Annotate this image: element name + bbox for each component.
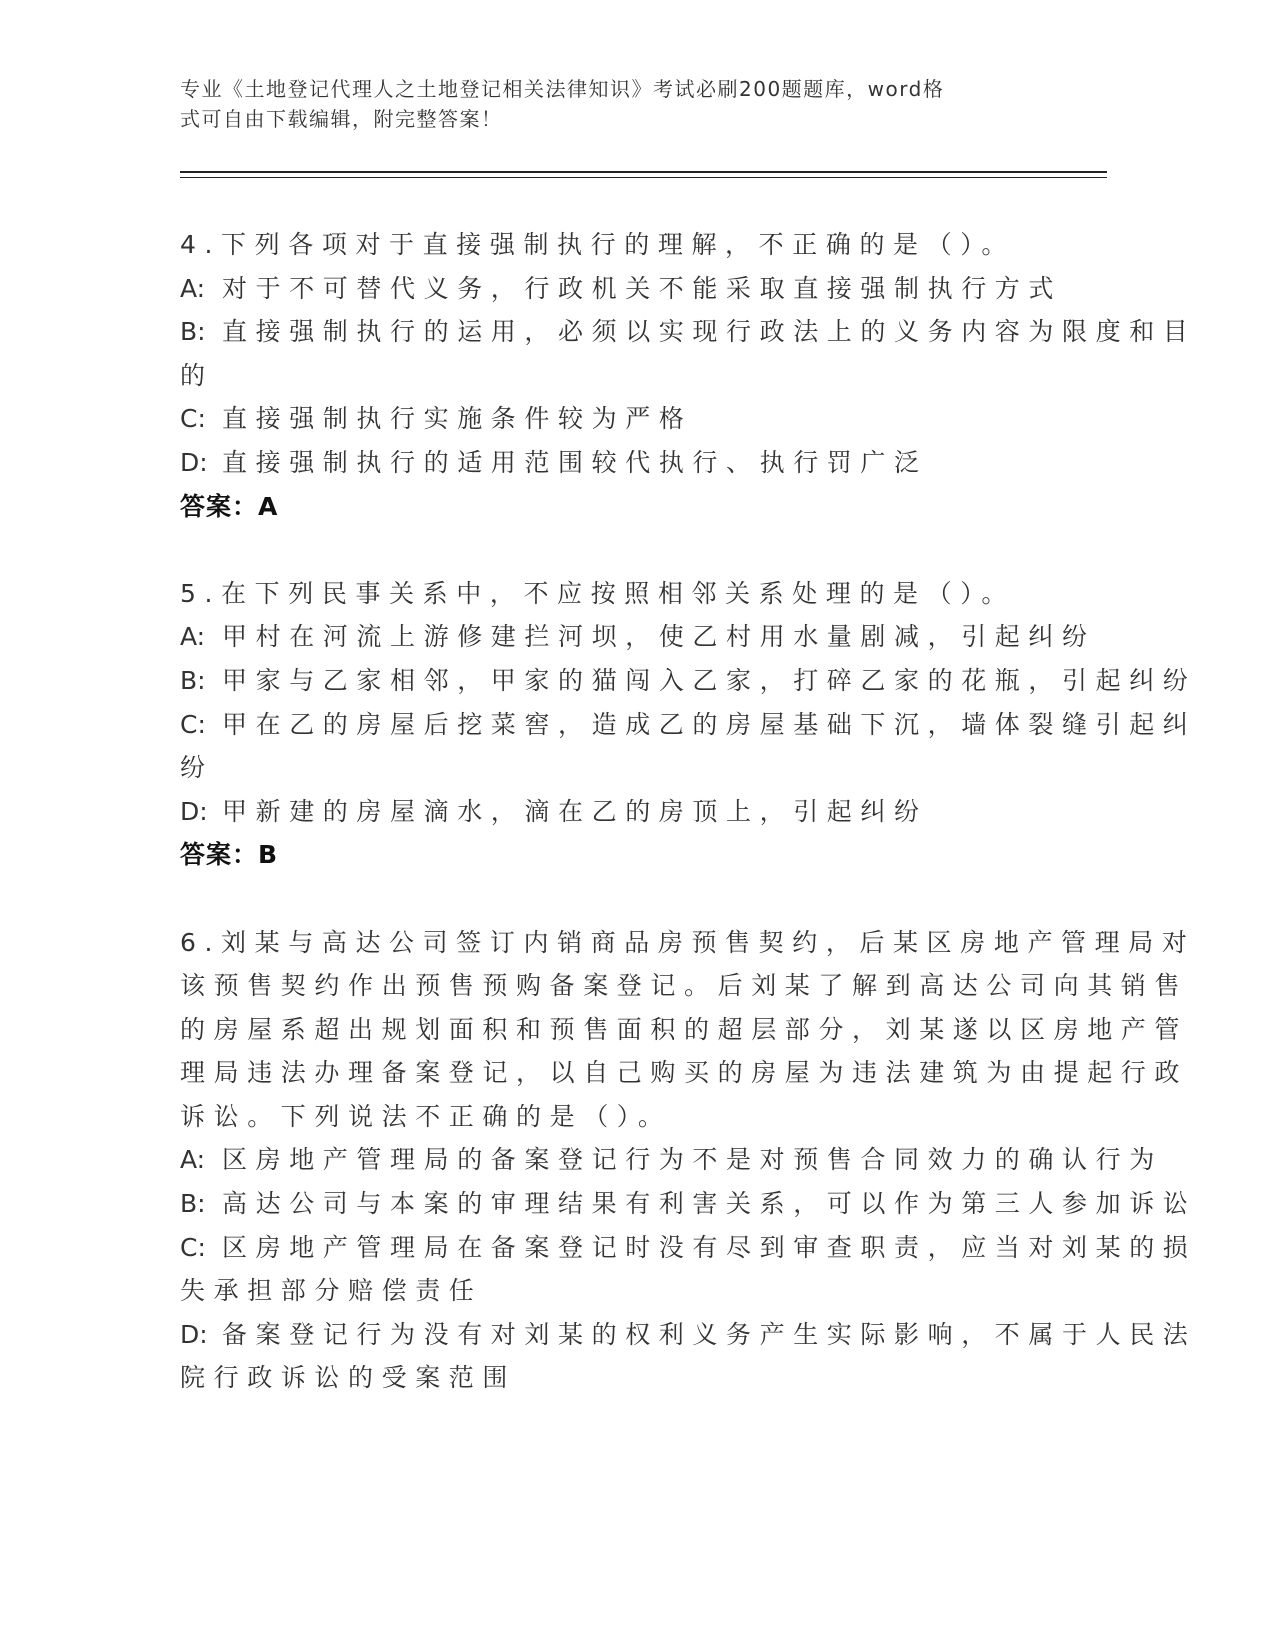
option-d xyxy=(180,790,1080,834)
option-label: C: xyxy=(180,404,206,434)
option-text: 院行政诉讼的受案范围 xyxy=(180,1363,517,1393)
question-stem: 5.在下列民事关系中，不应按照相邻关系处理的是（）。 xyxy=(180,578,1015,608)
option-c xyxy=(180,703,1197,747)
option-label: B: xyxy=(180,1189,206,1219)
header-line: 专业《土地登记代理人之土地登记相关法律知识》考试必刷200题题库，word格 xyxy=(180,77,945,101)
option-label: D: xyxy=(180,447,208,477)
option-label: A: xyxy=(180,1145,206,1175)
option-d xyxy=(180,1313,1197,1357)
option-text: 区房地产管理局在备案登记时没有尽到审查职责，应当对刘某的损 xyxy=(222,1232,1197,1262)
option-text: 直接强制执行的适用范围较代执行、执行罚广泛 xyxy=(222,447,928,477)
option-a xyxy=(180,1138,1163,1182)
option-text: 甲家与乙家相邻，甲家的猫闯入乙家，打碎乙家的花瓶，引起纠纷 xyxy=(222,665,1197,695)
option-text: 甲新建的房屋滴水，滴在乙的房顶上，引起纠纷 xyxy=(222,796,928,826)
question-stem: 理局违法办理备案登记，以自己购买的房屋为违法建筑为由提起行政 xyxy=(180,1058,1189,1088)
option-a xyxy=(180,615,1096,659)
header-divider xyxy=(180,177,1107,178)
question-stem: 6.刘某与高达公司签订内销商品房预售契约，后某区房地产管理局对 xyxy=(180,927,1196,957)
document-header xyxy=(180,74,1040,134)
option-text: 区房地产管理局的备案登记行为不是对预售合同效力的确认行为 xyxy=(222,1145,1163,1175)
option-text: 对于不可替代义务，行政机关不能采取直接强制执行方式 xyxy=(222,273,1063,303)
option-d xyxy=(180,1356,1080,1400)
option-text: 甲村在河流上游修建拦河坝，使乙村用水量剧减，引起纠纷 xyxy=(222,622,1096,652)
option-b xyxy=(180,310,1197,354)
header-line: 式可自由下载编辑，附完整答案！ xyxy=(180,107,503,131)
option-text: 直接强制执行实施条件较为严格 xyxy=(222,404,693,434)
question-block xyxy=(180,921,1197,1401)
option-label: D: xyxy=(180,1319,208,1349)
option-label: D: xyxy=(180,796,208,826)
question-stem: 诉讼。下列说法不正确的是（）。 xyxy=(180,1101,672,1131)
option-d xyxy=(180,441,1080,485)
option-c xyxy=(180,1226,1197,1270)
option-label: A: xyxy=(180,622,206,652)
option-c xyxy=(180,746,1080,790)
option-b xyxy=(180,659,1197,703)
option-text: 失承担部分赔偿责任 xyxy=(180,1276,483,1306)
option-a xyxy=(180,267,1080,311)
question-stem: 的房屋系超出规划面积和预售面积的超层部分，刘某遂以区房地产管 xyxy=(180,1014,1189,1044)
option-text: 直接强制执行的运用，必须以实现行政法上的义务内容为限度和目 xyxy=(222,317,1197,347)
answer-line: 答案：A xyxy=(180,491,279,521)
question-block xyxy=(180,223,1197,528)
option-b xyxy=(180,354,1080,398)
option-text: 高达公司与本案的审理结果有利害关系，可以作为第三人参加诉讼 xyxy=(222,1189,1197,1219)
option-text: 的 xyxy=(180,360,214,390)
option-text: 甲在乙的房屋后挖菜窖，造成乙的房屋基础下沉，墙体裂缝引起纠 xyxy=(222,709,1197,739)
option-b xyxy=(180,1182,1197,1226)
question-list xyxy=(180,223,1197,1400)
option-text: 备案登记行为没有对刘某的权利义务产生实际影响，不属于人民法 xyxy=(222,1319,1197,1349)
option-text: 纷 xyxy=(180,753,214,783)
option-label: A: xyxy=(180,273,206,303)
option-label: B: xyxy=(180,665,206,695)
answer-line: 答案：B xyxy=(180,840,279,870)
question-stem: 4.下列各项对于直接强制执行的理解，不正确的是（）。 xyxy=(180,230,1015,259)
option-label: C: xyxy=(180,1232,206,1262)
question-stem: 该预售契约作出预售预购备案登记。后刘某了解到高达公司向其销售 xyxy=(180,971,1189,1001)
option-label: C: xyxy=(180,709,206,739)
option-label: B: xyxy=(180,317,206,347)
header-divider xyxy=(180,171,1107,173)
option-c xyxy=(180,1269,1080,1313)
question-block xyxy=(180,572,1197,877)
option-c xyxy=(180,397,1080,441)
